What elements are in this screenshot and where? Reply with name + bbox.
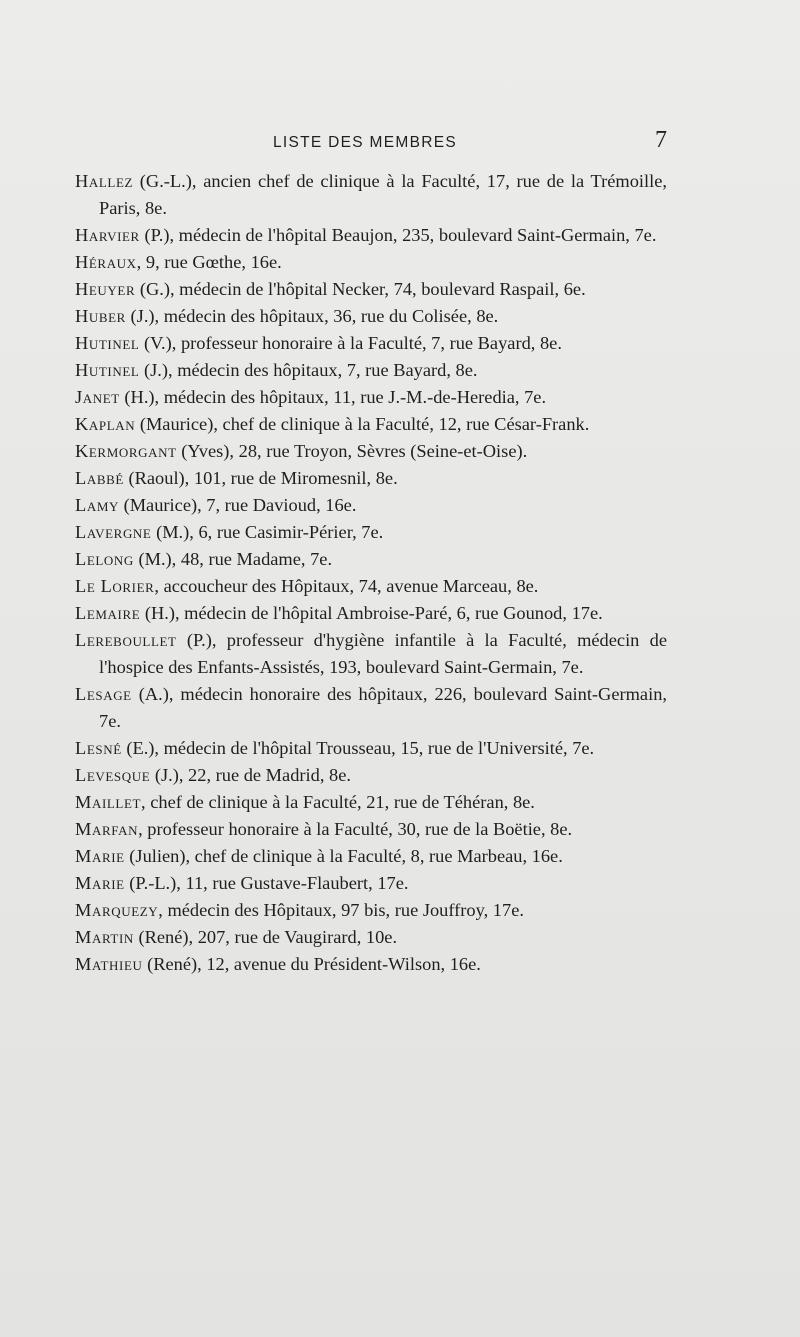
member-entry [75,276,667,303]
member-details: (V.), professeur honoraire à la Faculté, 7, rue Bayard, 8e. [139,333,562,353]
member-name: Lesné [75,738,122,758]
member-entry [75,843,667,870]
member-details: (Maurice), chef de clinique à la Faculté, 12, rue César-Frank. [135,414,590,434]
member-entry [75,330,667,357]
member-name: Marfan [75,819,139,839]
member-details: , médecin des Hôpitaux, 97 bis, rue Jouffroy, 17e. [158,900,524,920]
page-number: 7 [655,127,667,153]
member-name: Héraux [75,252,137,272]
member-details: (P.), professeur d'hygiène infantile à la Faculté, médecin de l'hospice des Enfants-Assistés, 193, boulevard Saint-Germain, 7e. [99,630,667,677]
member-name: Kaplan [75,414,136,434]
member-name: Maillet [75,792,142,812]
member-name: Levesque [75,765,151,785]
member-details: (J.), 22, rue de Madrid, 8e. [150,765,351,785]
member-details: (Julien), chef de clinique à la Faculté, 8, rue Marbeau, 16e. [124,846,563,866]
member-details: (Raoul), 101, rue de Miromesnil, 8e. [123,468,398,488]
member-entry [75,357,667,384]
member-name: Marie [75,846,125,866]
member-details: (René), 207, rue de Vaugirard, 10e. [133,927,398,947]
member-name: Huber [75,306,126,326]
member-name: Le Lorier [75,576,155,596]
member-name: Lavergne [75,522,152,542]
member-name: Lemaire [75,603,141,623]
member-entry [75,546,667,573]
page-title: LISTE DES MEMBRES [273,134,458,151]
member-name: Kermorgant [75,441,177,461]
member-details: (G.-L.), ancien chef de clinique à la Faculté, 17, rue de la Trémoille, Paris, 8e. [99,171,667,218]
member-list [75,168,667,978]
member-details: (René), 12, avenue du Président-Wilson, 16e. [142,954,481,974]
member-entry [75,789,667,816]
member-name: Marquezy [75,900,159,920]
member-name: Marie [75,873,125,893]
member-details: (J.), médecin des hôpitaux, 7, rue Bayard, 8e. [139,360,478,380]
member-details: (Yves), 28, rue Troyon, Sèvres (Seine-et-Oise). [176,441,528,461]
member-details: (J.), médecin des hôpitaux, 36, rue du Colisée, 8e. [125,306,499,326]
member-details: , professeur honoraire à la Faculté, 30, rue de la Boëtie, 8e. [138,819,573,839]
member-entry [75,249,667,276]
member-details: (H.), médecin de l'hôpital Ambroise-Paré, 6, rue Gounod, 17e. [140,603,603,623]
member-entry [75,924,667,951]
member-name: Lamy [75,495,119,515]
member-entry [75,762,667,789]
member-details: (M.), 6, rue Casimir-Périer, 7e. [151,522,384,542]
member-name: Harvier [75,225,140,245]
member-name: Lelong [75,549,134,569]
member-entry [75,438,667,465]
member-entry [75,600,667,627]
member-entry [75,492,667,519]
member-name: Hallez [75,171,134,191]
member-entry [75,681,667,735]
member-name: Labbé [75,468,124,488]
member-entry [75,816,667,843]
member-entry [75,735,667,762]
member-details: (E.), médecin de l'hôpital Trousseau, 15, rue de l'Université, 7e. [121,738,595,758]
member-name: Hutinel [75,333,140,353]
member-name: Mathieu [75,954,143,974]
member-name: Lesage [75,684,132,704]
member-entry [75,951,667,978]
member-entry [75,411,667,438]
member-entry [75,465,667,492]
member-details: , 9, rue Gœthe, 16e. [136,252,282,272]
member-entry [75,168,667,222]
member-entry [75,519,667,546]
member-entry [75,384,667,411]
member-details: (G.), médecin de l'hôpital Necker, 74, boulevard Raspail, 6e. [135,279,586,299]
member-details: (H.), médecin des hôpitaux, 11, rue J.-M.-de-Heredia, 7e. [119,387,547,407]
member-details: (M.), 48, rue Madame, 7e. [133,549,333,569]
member-details: , accoucheur des Hôpitaux, 74, avenue Marceau, 8e. [154,576,539,596]
member-details: (A.), médecin honoraire des hôpitaux, 226, boulevard Saint-Germain, 7e. [99,684,667,731]
member-name: Lereboullet [75,630,177,650]
member-name: Hutinel [75,360,140,380]
member-details: (P.), médecin de l'hôpital Beaujon, 235, boulevard Saint-Germain, 7e. [139,225,657,245]
member-entry [75,627,667,681]
member-details: (P.-L.), 11, rue Gustave-Flaubert, 17e. [124,873,409,893]
member-entry [75,897,667,924]
member-entry [75,222,667,249]
member-name: Janet [75,387,120,407]
member-details: , chef de clinique à la Faculté, 21, rue de Téhéran, 8e. [141,792,535,812]
member-name: Heuyer [75,279,136,299]
member-entry [75,573,667,600]
running-head [75,127,667,159]
member-details: (Maurice), 7, rue Davioud, 16e. [118,495,357,515]
member-name: Martin [75,927,134,947]
member-entry [75,870,667,897]
member-entry [75,303,667,330]
